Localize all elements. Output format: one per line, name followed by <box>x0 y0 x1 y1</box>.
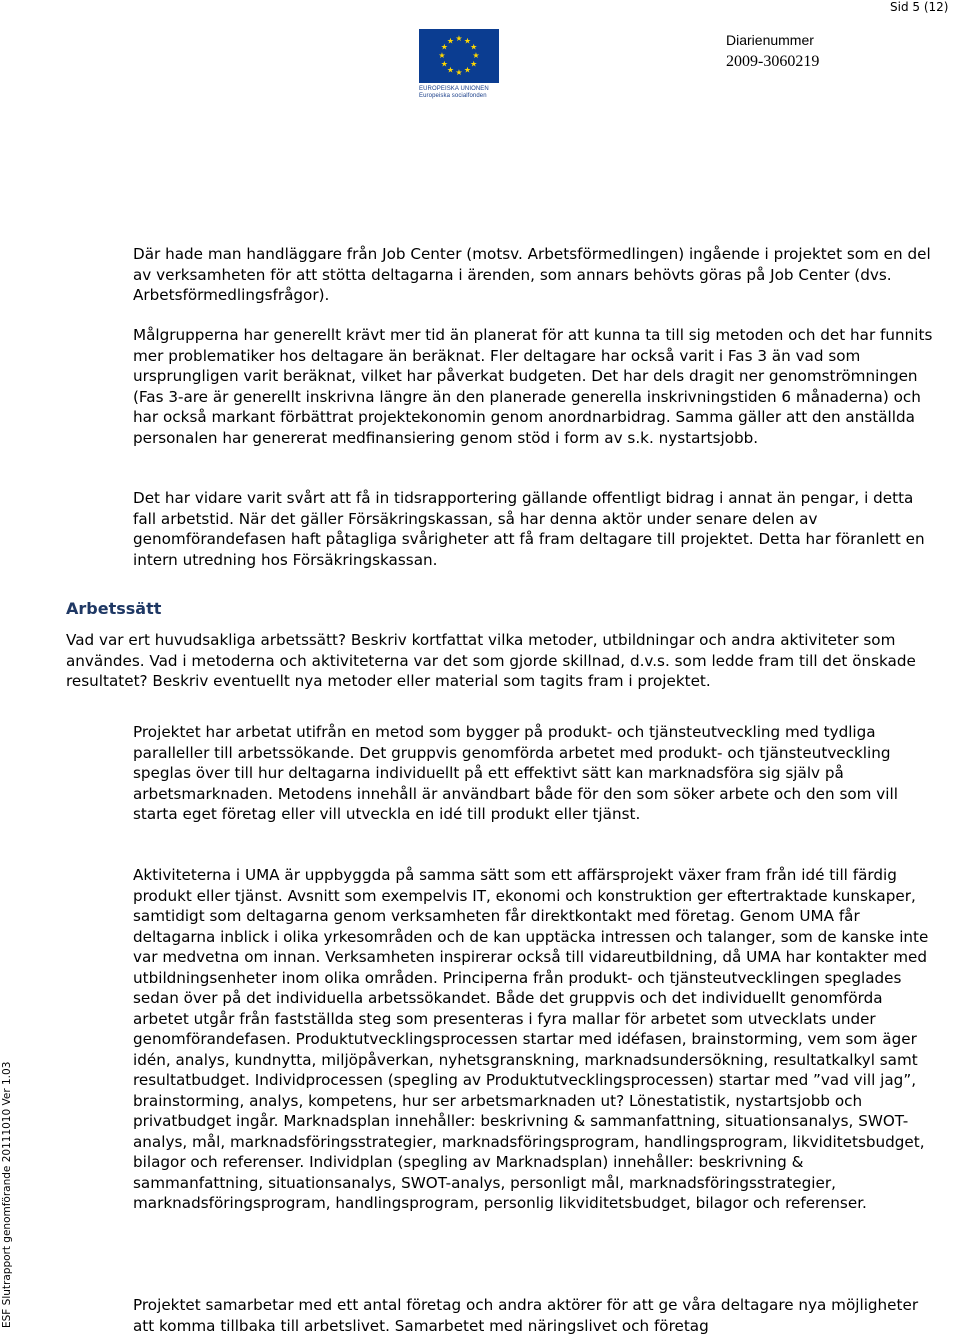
eu-flag-icon <box>419 29 499 83</box>
svg-text:★: ★ <box>455 68 463 77</box>
svg-text:★: ★ <box>438 51 446 60</box>
question-text: Vad var ert huvudsakliga arbetssätt? Beskriv kortfattat vilka metoder, utbildningar och andra aktiviteter som användes. Vad i metoderna och aktiviteterna var det som gjorde skillnad, d.v.s. som ledde fram till det önskade resultatet? Beskriv eventuellt nya metoder eller material som tagits fram i projektet. <box>66 631 916 690</box>
svg-text:★: ★ <box>446 36 455 46</box>
svg-text:★: ★ <box>440 42 448 52</box>
svg-text:★: ★ <box>455 34 463 43</box>
svg-text:★: ★ <box>472 51 480 60</box>
svg-text:★: ★ <box>470 59 478 69</box>
paragraph-samarbete: Projektet samarbetar med ett antal företag och andra aktörer för att ge våra deltagare nya möjligheter att komma tillbaka till arbetslivet. Samarbetet med näringslivet och företag <box>133 1296 919 1335</box>
eu-logo <box>419 29 499 101</box>
logo-caption-line2: Europeiska socialfonden <box>419 93 487 99</box>
logo-caption-line1: EUROPEISKA UNIONEN <box>419 86 489 92</box>
svg-text:★: ★ <box>463 36 472 46</box>
diarie-label: Diarienummer <box>726 32 814 48</box>
section-heading-arbetssatt: Arbetssätt <box>66 599 162 618</box>
paragraph-metod: Projektet har arbetat utifrån en metod som bygger på produkt- och tjänsteutveckling med tydliga paralleller till arbetssökande. Det gruppvis genomförda arbetet med produkt- och tjänsteutveckling speglas över till hur deltagarna individuellt på ett effektivt sätt kan marknadsföra sig själv på arbetsmarknaden. Metodens innehåll är användbart både för den som söker arbete och den som vill starta eget företag eller vill utveckla en idé till produkt eller tjänst. <box>133 723 898 823</box>
svg-text:★: ★ <box>463 65 472 75</box>
logo-caption <box>419 86 499 100</box>
diarie-block <box>726 32 819 73</box>
svg-text:★: ★ <box>470 42 478 52</box>
paragraph-job-center: Där hade man handläggare från Job Center (motsv. Arbetsförmedlingen) ingående i projektet som en del av verksamheten för att stötta deltagarna i ärenden, som annars behövts göras på Job Center (dvs. Arbetsförmedlingsfrågor). <box>133 245 931 304</box>
paragraph-malgrupper: Målgrupperna har generellt krävt mer tid än planerat för att kunna ta till sig metoden och det har funnits mer problematiker hos deltagare än beräknat. Fler deltagare har också varit i Fas 3 än vad som ursprungligen varit beräknat, vilket har påverkat budgeten. Det har dels dragit ner genomströmningen (Fas 3-are är generellt inskrivna längre än den planerade generella inskrivningstiden 6 månaderna) och har också markant förbättrat projektekonomin genom anordnarbidrag. Samma gäller att den anställda personalen har genererat medfinansiering genom stöd i form av s.k. nystartsjobb. <box>133 326 933 447</box>
page-number: Sid 5 (12) <box>890 0 949 14</box>
paragraph-aktiviteter: Aktiviteterna i UMA är uppbyggda på samma sätt som ett affärsprojekt växer fram från idé till färdig produkt eller tjänst. Avsnitt som exempelvis IT, ekonomi och konstruktion ger eftertraktade kunskaper, samtidigt som deltagarna genom verksamheten får direktkontakt med företag. Genom UMA får deltagarna inblick i olika yrkesområden och de kan upptäcka intressen och talanger, som de kanske inte var medvetna om innan. Verksamheten inspirerar också till vidareutbildning, då UMA har kontakter med utbildningsenheter inom olika områden. Principerna från produkt- och tjänsteutvecklingen speglades sedan över på det individuella arbetssökandet. Både det gruppvis och det individuellt genomförda arbetet utgår från fastställda steg som presenteras i fyra mallar för arbetet som utvecklats under genomförandefasen. Produktutvecklingsprocessen startar med idéfasen, brainstorming, vem som äger idén, analys, kundnytta, miljöpåverkan, nyhetsgranskning, marknadsundersökning, resultatkalkyl samt resultatbudget. Individprocessen (spegling av Produktutvecklingsprocessen) startar med ”vad vill jag”, brainstorming, analys, kompetens, hur ser arbetsmarknaden ut? Lönestatistik, nystartsjobb och privatbudget ingår. Marknadsplan innehåller: beskrivning & sammanfattning, situationsanalys, SWOT-analys, mål, marknadsföringsstrategier, marknadsföringsprogram, handlingsprogram, likviditetsbudget, bilagor och referenser. Individplan (spegling av Marknadsplan) innehåller: beskrivning & sammanfattning, situationsanalys, SWOT-analys, personligt mål, marknadsföringsstrategier, marknadsföringsprogram, handlingsprogram, personlig likviditetsbudget, bilagor och referenser. <box>133 866 929 1212</box>
svg-text:★: ★ <box>440 59 448 69</box>
paragraph-tidsrapportering: Det har vidare varit svårt att få in tidsrapportering gällande offentligt bidrag i annat än pengar, i detta fall arbetstid. När det gäller Försäkringskassan, så har denna aktör under senare delen av genomförandefasen haft påtagliga svårigheter att få fram deltagare till projektet. Detta har föranlett en intern utredning hos Försäkringskassan. <box>133 489 925 569</box>
side-footer-text: ESF Slutrapport genomförande 20111010 Ver 1.03 <box>1 1061 13 1328</box>
diarie-number: 2009-3060219 <box>726 53 820 70</box>
svg-text:★: ★ <box>446 65 455 75</box>
